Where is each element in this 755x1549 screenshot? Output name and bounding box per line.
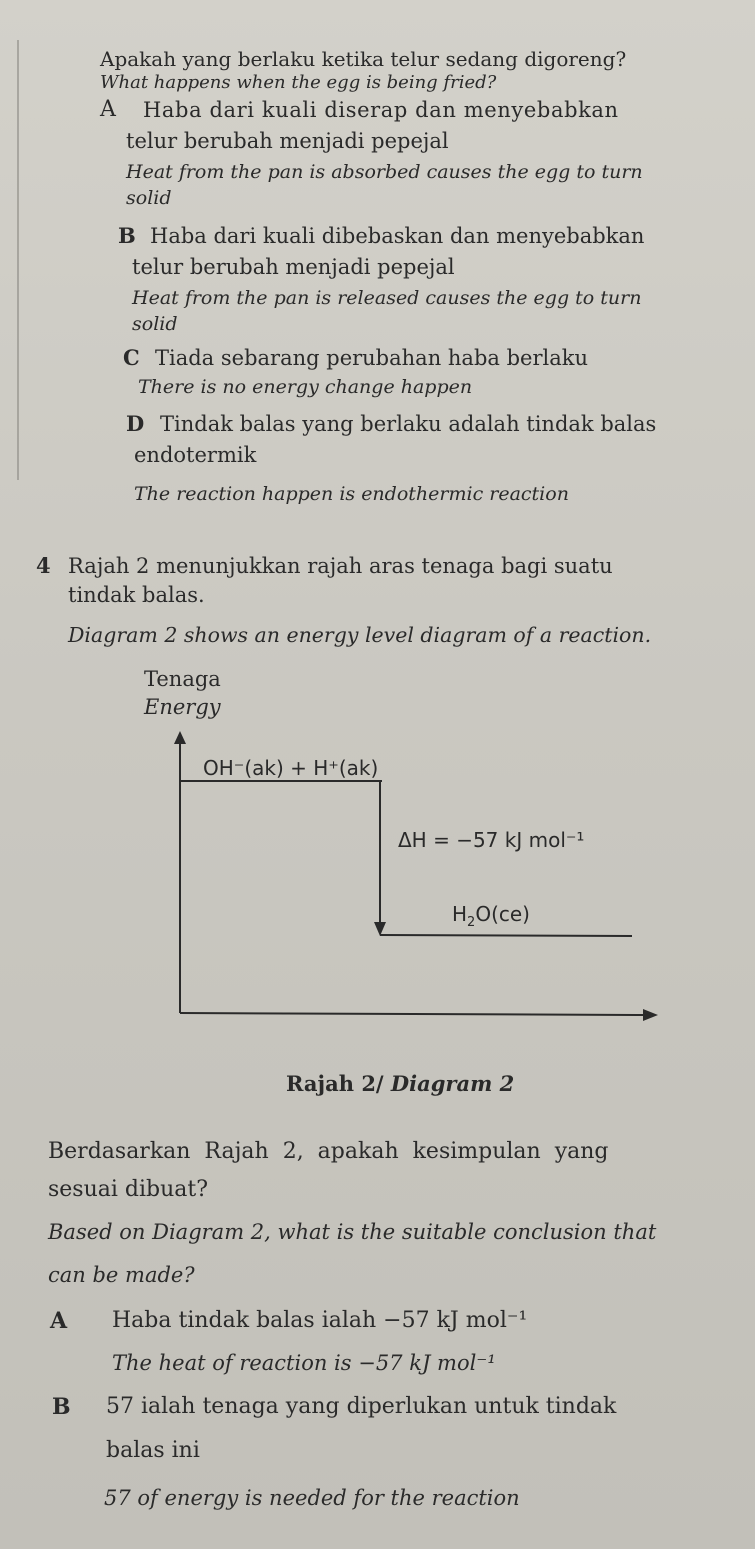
q3-stem-en: What happens when the egg is being fried? — [100, 72, 497, 93]
q3-option-a-en-1: Heat from the pan is absorbed causes the egg to turn — [126, 161, 643, 183]
energy-axis-label-en: Energy — [144, 695, 221, 719]
q4-option-a-en: The heat of reaction is −57 kJ mol⁻¹ — [112, 1351, 496, 1375]
q4-option-b-letter: B — [52, 1394, 71, 1420]
q3-stem-ms: Apakah yang berlaku ketika telur sedang digoreng? — [100, 47, 627, 71]
q4-stem-en: Diagram 2 shows an energy level diagram of a reaction. — [68, 623, 652, 647]
energy-axis-x-arrowhead — [643, 1009, 658, 1021]
q4-option-a-letter: A — [50, 1308, 68, 1334]
energy-axis-label-ms: Tenaga — [144, 667, 221, 691]
product-label-h: H — [452, 902, 468, 926]
diagram-caption-ms: Rajah 2/ — [286, 1071, 384, 1096]
q3-option-b-letter: B — [118, 223, 136, 248]
q3-option-b-ms-1: Haba dari kuali dibebaskan dan menyebabkan — [150, 224, 645, 248]
reactants-label: OH⁻(ak) + H⁺(ak) — [203, 756, 379, 780]
q4-question-en-1: Based on Diagram 2, what is the suitable conclusion that — [48, 1220, 657, 1244]
product-label — [452, 901, 530, 936]
energy-axis-y-arrowhead — [174, 731, 186, 744]
diagram-caption-en: Diagram 2 — [390, 1071, 515, 1096]
delta-h-label: ΔH = −57 kJ mol⁻¹ — [398, 828, 585, 852]
q3-option-b-en-2: solid — [132, 313, 178, 335]
delta-h-arrowhead — [374, 922, 386, 936]
q3-option-a-ms-2: telur berubah menjadi pepejal — [126, 129, 449, 153]
q3-option-b-ms-2: telur berubah menjadi pepejal — [132, 255, 455, 279]
q3-option-d-ms-2: endotermik — [134, 443, 257, 467]
q3-option-a-letter: A — [100, 97, 116, 122]
q3-option-c-letter: C — [123, 345, 140, 370]
q3-option-a-en-2: solid — [126, 187, 172, 209]
q3-option-d-letter: D — [126, 411, 145, 436]
q4-option-b-en: 57 of energy is needed for the reaction — [104, 1486, 520, 1510]
product-label-rest: O(ce) — [475, 902, 530, 926]
q3-option-d-en-1: The reaction happen is endothermic reaction — [134, 483, 569, 505]
q4-option-b-ms-1: 57 ialah tenaga yang diperlukan untuk tindak — [106, 1394, 617, 1419]
q3-option-d-ms-1: Tindak balas yang berlaku adalah tindak balas — [160, 412, 657, 436]
q4-option-b-ms-2: balas ini — [106, 1438, 200, 1463]
q3-option-c-ms-1: Tiada sebarang perubahan haba berlaku — [155, 346, 588, 370]
energy-axis-x — [180, 1013, 646, 1015]
q4-stem-ms-2: tindak balas. — [68, 583, 205, 607]
q3-option-c-en-1: There is no energy change happen — [138, 376, 473, 398]
q4-question-en-2: can be made? — [48, 1263, 195, 1287]
q3-option-b-en-1: Heat from the pan is released causes the egg to turn — [132, 287, 642, 309]
product-label-subscript: 2 — [467, 915, 476, 930]
q4-stem-ms-1: Rajah 2 menunjukkan rajah aras tenaga bagi suatu — [68, 554, 613, 578]
q4-question-ms-1: Berdasarkan Rajah 2, apakah kesimpulan yang — [48, 1139, 609, 1164]
q3-option-a-ms-1: Haba dari kuali diserap dan menyebabkan — [143, 98, 619, 122]
diagram-caption — [286, 1071, 514, 1097]
q4-question-ms-2: sesuai dibuat? — [48, 1177, 209, 1202]
q4-number: 4 — [36, 553, 51, 578]
q4-option-a-ms: Haba tindak balas ialah −57 kJ mol⁻¹ — [112, 1308, 528, 1333]
